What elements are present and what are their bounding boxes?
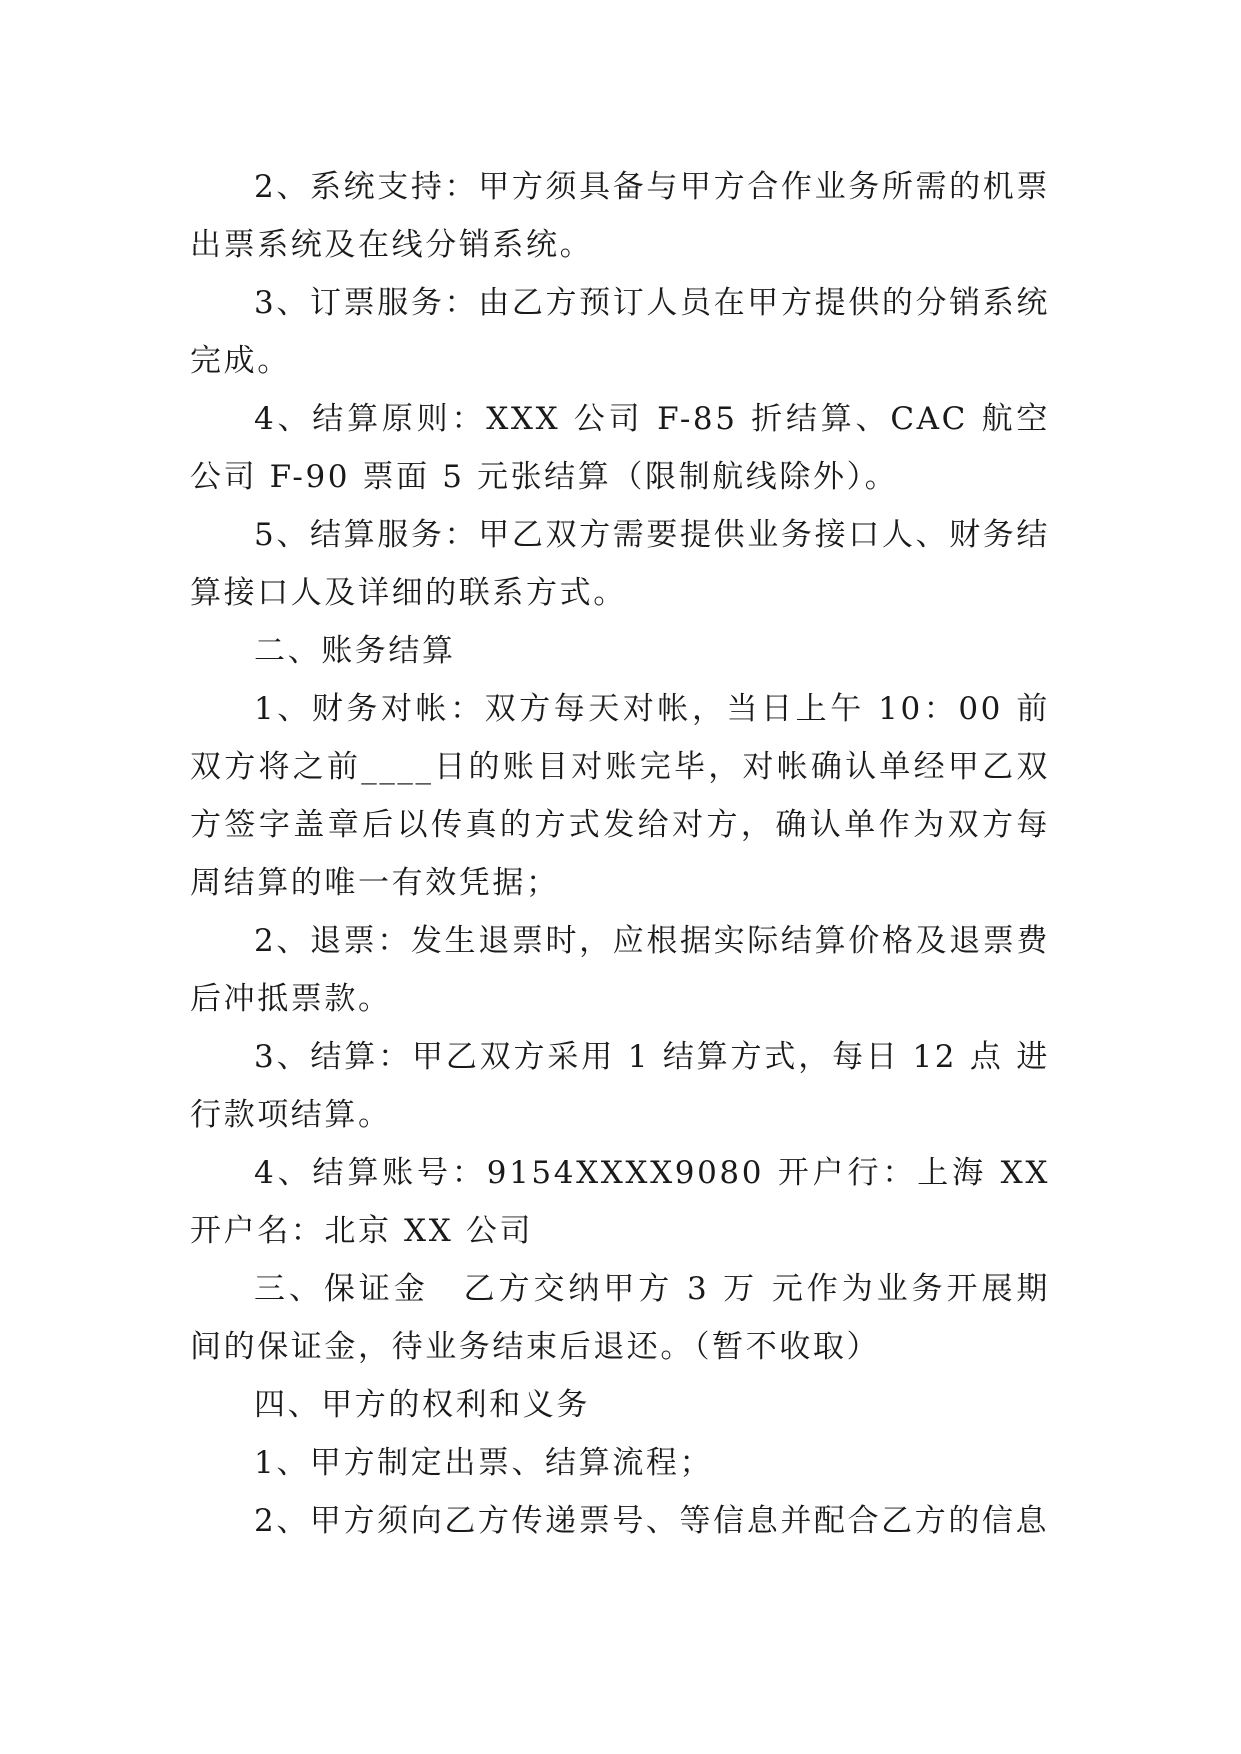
document-body bbox=[190, 158, 1050, 1550]
paragraph-system-support: 2、系统支持：甲方须具备与甲方合作业务所需的机票出票系统及在线分销系统。 bbox=[190, 169, 1050, 263]
section-heading-party-a-rights: 四、甲方的权利和义务 bbox=[254, 1387, 590, 1423]
paragraph-financial-reconciliation: 1、财务对帐：双方每天对帐，当日上午 10：00 前双方将之前____日的账目对账完毕，对帐确认单经甲乙双方签字盖章后以传真的方式发给对方，确认单作为双方每周结算的唯一有效凭据； bbox=[190, 691, 1050, 901]
paragraph-deposit: 三、保证金 乙方交纳甲方 3 万 元作为业务开展期间的保证金，待业务结束后退还。（暂不收取） bbox=[190, 1271, 1050, 1365]
paragraph-ticket-booking: 3、订票服务：由乙方预订人员在甲方提供的分销系统完成。 bbox=[190, 285, 1050, 379]
paragraph-party-a-info: 2、甲方须向乙方传递票号、等信息并配合乙方的信息 bbox=[254, 1503, 1050, 1539]
paragraph-settlement-method: 3、结算：甲乙双方采用 1 结算方式，每日 12 点 进行款项结算。 bbox=[190, 1039, 1050, 1133]
paragraph-settlement-account: 4、结算账号：9154XXXX9080 开户行：上海 XX 开户名：北京 XX 公司 bbox=[190, 1155, 1050, 1249]
paragraph-settlement-principle: 4、结算原则：XXX 公司 F-85 折结算、CAC 航空公司 F-90 票面 5 元张结算（限制航线除外）。 bbox=[190, 401, 1050, 495]
paragraph-refund: 2、退票：发生退票时，应根据实际结算价格及退票费后冲抵票款。 bbox=[190, 923, 1050, 1017]
paragraph-settlement-service: 5、结算服务：甲乙双方需要提供业务接口人、财务结算接口人及详细的联系方式。 bbox=[190, 517, 1050, 611]
section-heading-accounts-settlement: 二、账务结算 bbox=[254, 633, 456, 669]
paragraph-party-a-process: 1、甲方制定出票、结算流程； bbox=[254, 1445, 714, 1481]
